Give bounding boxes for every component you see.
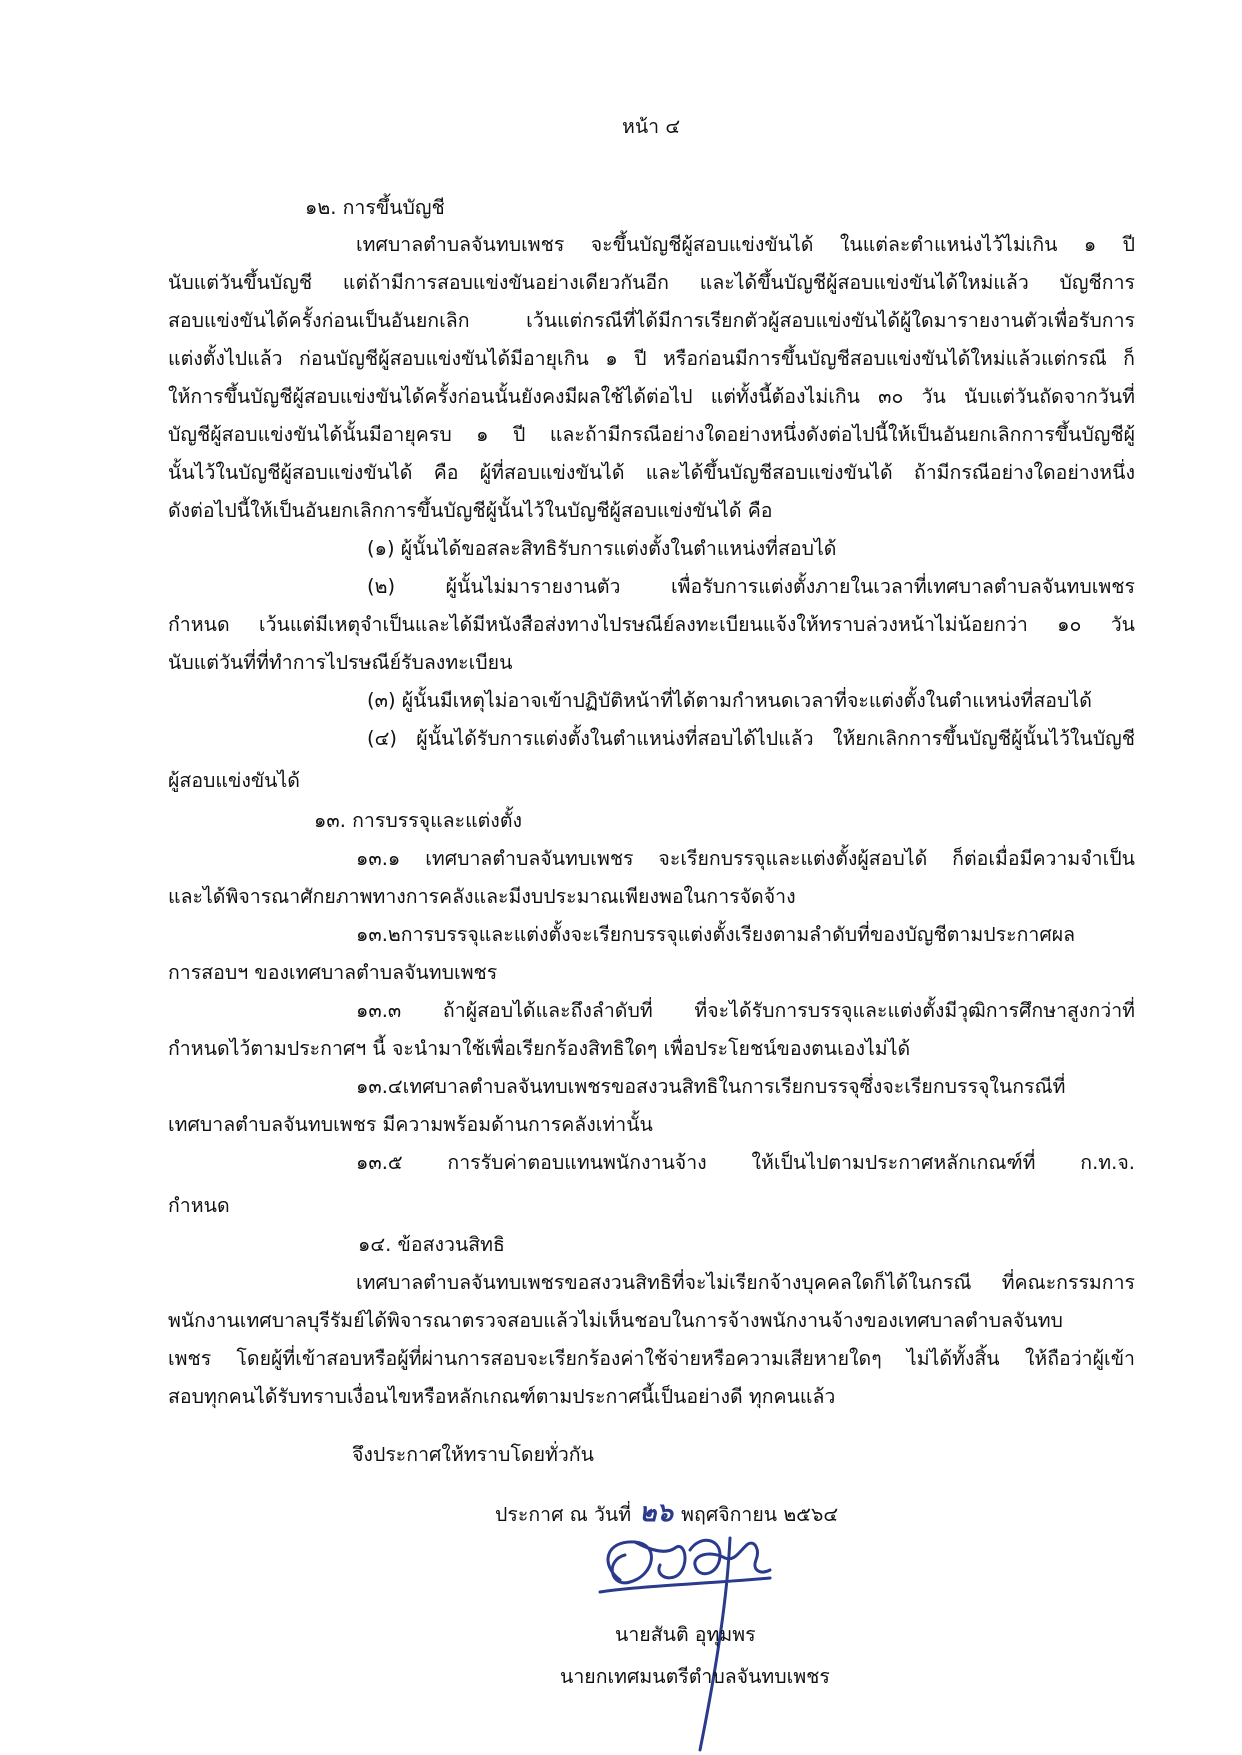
announce-month-year: พฤศจิกายน ๒๕๖๔ — [681, 1503, 839, 1526]
section-12-line-2: นับแต่วันขึ้นบัญชี แต่ถ้ามีการสอบแข่งขันอย่างเดียวกันอีก และได้ขึ้นบัญชีผู้สอบแข่งขันได้ใหม่แล้ว บัญชีการ — [168, 271, 1135, 294]
section-12-line-5: ให้การขึ้นบัญชีผู้สอบแข่งขันได้ครั้งก่อนนั้นยังคงมีผลใช้ได้ต่อไป แต่ทั้งนี้ต้องไม่เกิน ๓๐ วัน นับแต่วันถัดจากวันที่ — [168, 385, 1135, 408]
section-13-1-line-1: ๑๓.๑ เทศบาลตำบลจันทบเพชร จะเรียกบรรจุและแต่งตั้งผู้สอบได้ ก็ต่อเมื่อมีความจำเป็น — [356, 847, 1135, 870]
announce-day: ๒๖ — [639, 1498, 673, 1528]
signer-title: นายกเทศมนตรีตำบลจันทบเพชร — [560, 1665, 830, 1688]
section-12-line-1: เทศบาลตำบลจันทบเพชร จะขึ้นบัญชีผู้สอบแข่งขันได้ ในแต่ละตำแหน่งไว้ไม่เกิน ๑ ปี — [356, 233, 1135, 256]
section-12-item-1: (๑) ผู้นั้นได้ขอสละสิทธิรับการแต่งตั้งในตำแหน่งที่สอบได้ — [367, 537, 837, 560]
section-12-item-4-line-1: (๔) ผู้นั้นได้รับการแต่งตั้งในตำแหน่งที่สอบได้ไปแล้ว ให้ยกเลิกการขึ้นบัญชีผู้นั้นไว้ในบัญชี — [367, 727, 1135, 750]
section-13-heading: ๑๓. การบรรจุและแต่งตั้ง — [314, 809, 523, 832]
section-13-1-line-2: และได้พิจารณาศักยภาพทางการคลังและมีงบประมาณเพียงพอในการจัดจ้าง — [168, 885, 796, 908]
section-12-line-3: สอบแข่งขันได้ครั้งก่อนเป็นอันยกเลิก เว้นแต่กรณีที่ได้มีการเรียกตัวผู้สอบแข่งขันได้ผู้ใดมารายงานตัวเพื่อรับการ — [168, 309, 1135, 332]
section-14-heading: ๑๔. ข้อสงวนสิทธิ — [358, 1233, 505, 1256]
section-12-item-4-line-2: ผู้สอบแข่งขันได้ — [168, 769, 300, 792]
page-number: หน้า ๔ — [622, 115, 681, 138]
section-12-item-2-line-3: นับแต่วันที่ที่ทำการไปรษณีย์รับลงทะเบียน — [168, 651, 513, 674]
section-13-5-line-2: กำหนด — [168, 1194, 230, 1217]
section-13-2-line-1: ๑๓.๒การบรรจุและแต่งตั้งจะเรียกบรรจุแต่งตั้งเรียงตามลำดับที่ของบัญชีตามประกาศผล — [356, 923, 1076, 946]
closing-statement: จึงประกาศให้ทราบโดยทั่วกัน — [352, 1443, 594, 1466]
section-12-line-4: แต่งตั้งไปแล้ว ก่อนบัญชีผู้สอบแข่งขันได้มีอายุเกิน ๑ ปี หรือก่อนมีการขึ้นบัญชีสอบแข่งขันได้ใหม่แล้วแต่กรณี ก็ — [168, 347, 1135, 370]
section-13-5-line-1: ๑๓.๕ การรับค่าตอบแทนพนักงานจ้าง ให้เป็นไปตามประกาศหลักเกณฑ์ที่ ก.ท.จ. — [356, 1151, 1135, 1174]
section-12-item-3: (๓) ผู้นั้นมีเหตุไม่อาจเข้าปฏิบัติหน้าที่ได้ตามกำหนดเวลาที่จะแต่งตั้งในตำแหน่งที่สอบได้ — [367, 689, 1092, 712]
section-12-line-6: บัญชีผู้สอบแข่งขันได้นั้นมีอายุครบ ๑ ปี และถ้ามีกรณีอย่างใดอย่างหนึ่งดังต่อไปนี้ให้เป็นอันยกเลิกการขึ้นบัญชีผู้ — [168, 423, 1135, 446]
section-12-line-8: ดังต่อไปนี้ให้เป็นอันยกเลิกการขึ้นบัญชีผู้นั้นไว้ในบัญชีผู้สอบแข่งขันได้ คือ — [168, 499, 773, 522]
section-12-item-2-line-2: กำหนด เว้นแต่มีเหตุจำเป็นและได้มีหนังสือส่งทางไปรษณีย์ลงทะเบียนแจ้งให้ทราบล่วงหน้าไม่น้อยกว่า ๑๐ วัน — [168, 613, 1135, 636]
section-12-line-7: นั้นไว้ในบัญชีผู้สอบแข่งขันได้ คือ ผู้ที่สอบแข่งขันได้ และได้ขึ้นบัญชีสอบแข่งขันได้ ถ้ามีกรณีอย่างใดอย่างหนึ่ง — [168, 461, 1135, 484]
section-14-line-3: เพชร โดยผู้ที่เข้าสอบหรือผู้ที่ผ่านการสอบจะเรียกร้องค่าใช้จ่ายหรือความเสียหายใดๆ ไม่ได้ทั้งสิ้น ให้ถือว่าผู้เข้า — [168, 1347, 1135, 1370]
section-14-line-2: พนักงานเทศบาลบุรีรัมย์ได้พิจารณาตรวจสอบแล้วไม่เห็นชอบในการจ้างพนักงานจ้างของเทศบาลตำบลจันทบ — [168, 1309, 1063, 1332]
section-12-item-2-line-1: (๒) ผู้นั้นไม่มารายงานตัว เพื่อรับการแต่งตั้งภายในเวลาที่เทศบาลตำบลจันทบเพชร — [367, 575, 1135, 598]
section-12-heading: ๑๒. การขึ้นบัญชี — [305, 196, 445, 219]
section-13-2-line-2: การสอบฯ ของเทศบาลตำบลจันทบเพชร — [168, 961, 498, 984]
section-13-3-line-1: ๑๓.๓ ถ้าผู้สอบได้และถึงลำดับที่ ที่จะได้รับการบรรจุและแต่งตั้งมีวุฒิการศึกษาสูงกว่าที่ — [356, 999, 1135, 1022]
section-13-4-line-1: ๑๓.๔เทศบาลตำบลจันทบเพชรขอสงวนสิทธิในการเรียกบรรจุซึ่งจะเรียกบรรจุในกรณีที่ — [356, 1075, 1066, 1098]
signer-name: นายสันติ อุทุมพร — [615, 1623, 756, 1646]
section-14-line-1: เทศบาลตำบลจันทบเพชรขอสงวนสิทธิที่จะไม่เรียกจ้างบุคคลใดก็ได้ในกรณี ที่คณะกรรมการ — [356, 1271, 1135, 1294]
announce-prefix: ประกาศ ณ วันที่ — [495, 1503, 632, 1526]
section-13-3-line-2: กำหนดไว้ตามประกาศฯ นี้ จะนำมาใช้เพื่อเรียกร้องสิทธิใดๆ เพื่อประโยชน์ของตนเองไม่ได้ — [168, 1037, 911, 1060]
section-14-line-4: สอบทุกคนได้รับทราบเงื่อนไขหรือหลักเกณฑ์ตามประกาศนี้เป็นอย่างดี ทุกคนแล้ว — [168, 1385, 836, 1408]
section-13-4-line-2: เทศบาลตำบลจันทบเพชร มีความพร้อมด้านการคลังเท่านั้น — [168, 1113, 653, 1136]
